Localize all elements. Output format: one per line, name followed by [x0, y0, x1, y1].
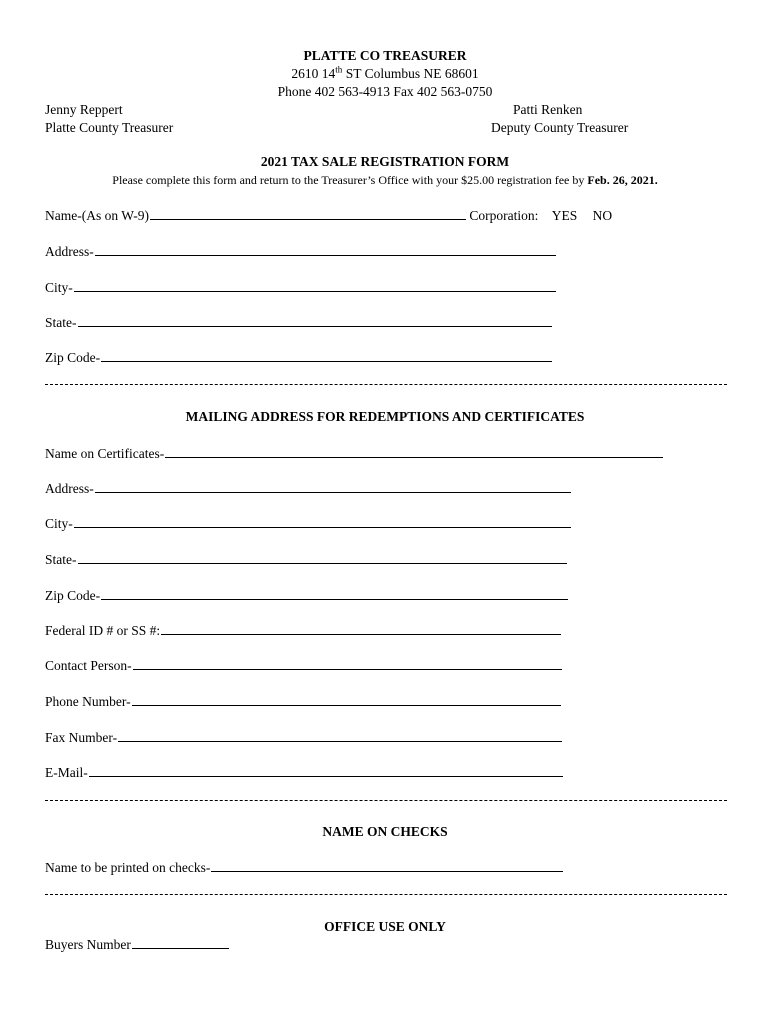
mailing-address-label: Address-: [45, 481, 94, 496]
mailing-zip-label: Zip Code-: [45, 588, 101, 603]
mailing-zip-field[interactable]: [45, 588, 568, 604]
mailing-city-field[interactable]: [45, 516, 571, 532]
registrant-zip-label: Zip Code-: [45, 350, 101, 365]
certificate-name-field[interactable]: [45, 446, 663, 462]
section-divider: [45, 384, 727, 385]
treasurer-name: Jenny Reppert: [45, 102, 123, 117]
fax-number-line[interactable]: [118, 730, 562, 742]
mailing-zip-line[interactable]: [101, 588, 568, 600]
mailing-address-line[interactable]: [95, 481, 571, 493]
certificate-name-line[interactable]: [165, 446, 663, 458]
corporation-no-option[interactable]: NO: [592, 208, 613, 223]
checks-heading: NAME ON CHECKS: [322, 824, 448, 839]
registrant-name-line[interactable]: [150, 208, 466, 220]
federal-id-line[interactable]: [161, 623, 561, 635]
registrant-address-line[interactable]: [95, 244, 556, 256]
mailing-city-label: City-: [45, 516, 73, 531]
registrant-state-line[interactable]: [78, 315, 552, 327]
mailing-heading: MAILING ADDRESS FOR REDEMPTIONS AND CERTIFICATES: [185, 409, 585, 424]
registrant-zip-line[interactable]: [101, 350, 552, 362]
office-use-heading: OFFICE USE ONLY: [324, 919, 446, 934]
contact-person-label: Contact Person-: [45, 658, 132, 673]
check-name-line[interactable]: [211, 860, 563, 872]
registrant-address-field[interactable]: [45, 244, 556, 260]
registrant-city-field[interactable]: [45, 280, 556, 296]
registrant-state-label: State-: [45, 315, 77, 330]
form-title: 2021 TAX SALE REGISTRATION FORM: [260, 154, 510, 169]
registrant-zip-field[interactable]: [45, 350, 552, 366]
deputy-name: Patti Renken: [513, 102, 583, 117]
check-name-field[interactable]: [45, 860, 563, 876]
mailing-state-field[interactable]: [45, 552, 567, 568]
phone-number-label: Phone Number-: [45, 694, 131, 709]
check-name-label: Name to be printed on checks-: [45, 860, 211, 875]
corporation-label: Corporation:: [469, 208, 539, 223]
buyers-number-field[interactable]: [45, 937, 229, 953]
office-name: PLATTE CO TREASURER: [303, 48, 467, 63]
section-divider: [45, 894, 727, 895]
mailing-state-label: State-: [45, 552, 77, 567]
corporation-yes-option[interactable]: YES: [551, 208, 578, 223]
phone-number-line[interactable]: [132, 694, 561, 706]
section-divider: [45, 800, 727, 801]
fax-number-label: Fax Number-: [45, 730, 118, 745]
deputy-title: Deputy County Treasurer: [491, 120, 629, 135]
mailing-state-line[interactable]: [78, 552, 567, 564]
deadline-date: Feb. 26, 2021.: [587, 173, 658, 187]
registrant-state-field[interactable]: [45, 315, 552, 331]
federal-id-label: Federal ID # or SS #:: [45, 623, 161, 638]
treasurer-title: Platte County Treasurer: [45, 120, 174, 135]
email-line[interactable]: [89, 765, 563, 777]
certificate-name-label: Name on Certificates-: [45, 446, 165, 461]
registrant-name-label: Name-(As on W-9): [45, 208, 149, 223]
mailing-address-field[interactable]: [45, 481, 571, 497]
buyers-number-label: Buyers Number: [45, 937, 131, 952]
registrant-address-label: Address-: [45, 244, 94, 259]
buyers-number-line[interactable]: [132, 937, 229, 949]
federal-id-field[interactable]: [45, 623, 561, 639]
fax-number-field[interactable]: [45, 730, 562, 746]
phone-number-field[interactable]: [45, 694, 561, 710]
mailing-city-line[interactable]: [74, 516, 571, 528]
contact-person-line[interactable]: [133, 658, 562, 670]
email-field[interactable]: [45, 765, 563, 781]
contact-person-field[interactable]: [45, 658, 562, 674]
form-instructions: Please complete this form and return to the Treasurer’s Office with your $25.00 registration fee by Feb. 26, 2021.: [112, 173, 658, 187]
office-address: 2610 14th ST Columbus NE 68601: [291, 64, 479, 81]
office-phone-fax: Phone 402 563-4913 Fax 402 563-0750: [277, 84, 493, 99]
email-label: E-Mail-: [45, 765, 88, 780]
registrant-city-line[interactable]: [74, 280, 556, 292]
registrant-city-label: City-: [45, 280, 73, 295]
registrant-name-field[interactable]: [45, 208, 612, 224]
